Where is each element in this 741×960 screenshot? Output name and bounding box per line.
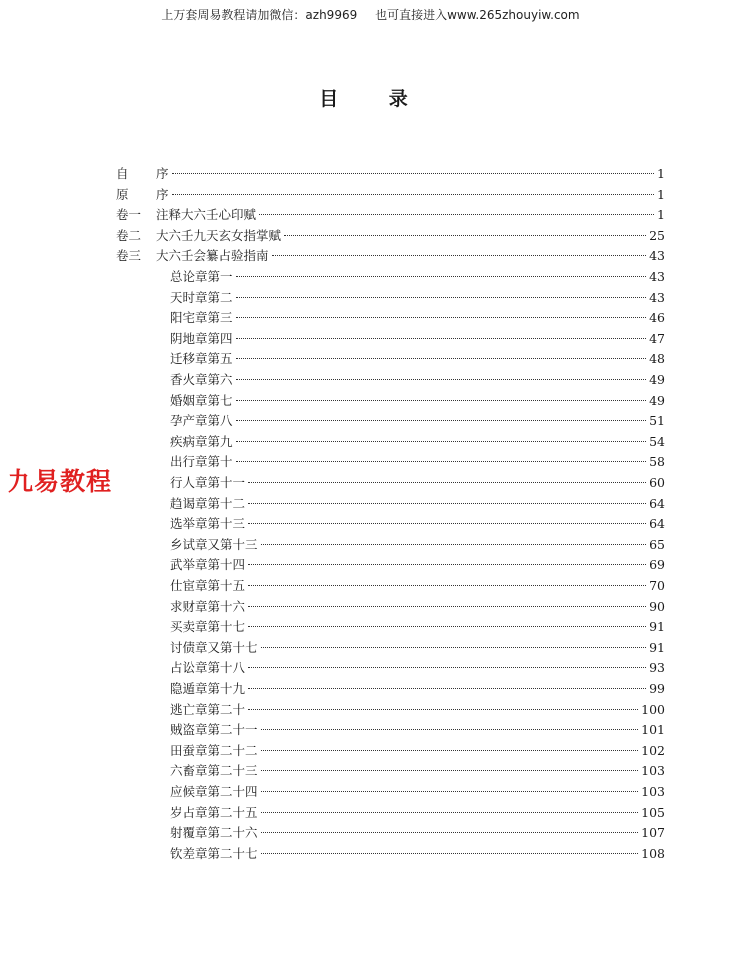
toc-subentry[interactable] [170, 432, 665, 452]
toc-entry-prefix: 自 [116, 166, 129, 181]
toc-entry-prefix: 卷二 [116, 227, 142, 243]
toc-subentry[interactable] [170, 391, 665, 411]
toc-leader-dots [261, 728, 639, 730]
toc-subentry-page: 43 [649, 269, 665, 284]
toc-subentry[interactable] [170, 308, 665, 328]
toc-entry[interactable] [116, 246, 665, 266]
toc-leader-dots [236, 440, 647, 442]
toc-leader-dots [261, 831, 639, 833]
toc-subentry-label: 选举章第十三 [170, 516, 246, 532]
toc-subentry-label: 武举章第十四 [170, 557, 246, 573]
toc-subentry-label: 总论章第一 [170, 269, 233, 284]
toc-entry-label: 序 [156, 166, 169, 181]
toc-leader-dots [248, 502, 646, 504]
toc-subentry-label: 孕产章第八 [170, 413, 233, 429]
toc-subentry[interactable] [170, 803, 665, 823]
toc-leader-dots [261, 749, 639, 751]
toc-entry-label: 大六壬会纂占验指南 [156, 248, 269, 264]
toc-leader-dots [248, 708, 638, 710]
toc-subentry-label: 岁占章第二十五 [170, 804, 258, 820]
toc-entry-page: 1 [657, 186, 665, 202]
toc-leader-dots [248, 605, 646, 607]
toc-subentry-page: 69 [649, 557, 665, 573]
toc-leader-dots [236, 316, 647, 318]
page-title: 目 录 [319, 88, 430, 110]
toc-subentry-label: 买卖章第十七 [170, 619, 246, 635]
toc-subentry-label: 占讼章第十八 [170, 660, 246, 676]
toc-subentry-page: 64 [649, 516, 665, 532]
toc-subentry-label: 迁移章第五 [170, 351, 233, 367]
toc-subentry-label: 出行章第十 [170, 454, 233, 470]
toc-subentry-page: 90 [649, 598, 665, 614]
toc-subentry-label: 射覆章第二十六 [170, 825, 258, 841]
toc-subentry-label: 六畜章第二十三 [170, 763, 258, 779]
toc-subentry-page: 91 [649, 639, 665, 655]
toc-subentry-page: 65 [649, 536, 665, 552]
toc-leader-dots [236, 275, 647, 277]
toc-leader-dots [248, 625, 646, 627]
toc-subentry[interactable] [170, 473, 665, 493]
toc-subentry-label: 钦差章第二十七 [170, 845, 258, 861]
toc-leader-dots [236, 460, 647, 462]
toc-subentry-label: 应候章第二十四 [170, 784, 258, 799]
toc-leader-dots [261, 790, 639, 792]
toc-subentry[interactable] [170, 638, 665, 658]
toc-entry[interactable] [116, 164, 665, 184]
toc-subentry[interactable] [170, 679, 665, 699]
toc-entry-page: 25 [649, 227, 665, 243]
toc-subentry-label: 仕宦章第十五 [170, 578, 246, 593]
toc-subentry-label: 逃亡章第二十 [170, 701, 246, 717]
toc-subentry-page: 103 [641, 763, 665, 779]
toc-subentry[interactable] [170, 370, 665, 390]
toc-subentry[interactable] [170, 494, 665, 514]
toc-leader-dots [236, 357, 647, 359]
toc-subentry[interactable] [170, 844, 665, 864]
toc-subentry-page: 48 [649, 351, 665, 367]
toc-subentry-label: 香火章第六 [170, 372, 233, 387]
toc-subentry-label: 贼盗章第二十一 [170, 722, 258, 738]
toc-leader-dots [261, 769, 639, 771]
toc-subentry-page: 49 [649, 372, 665, 387]
toc-subentry[interactable] [170, 823, 665, 843]
toc-leader-dots [236, 399, 647, 401]
toc-entry-page: 1 [657, 207, 665, 223]
toc-subentry[interactable] [170, 761, 665, 781]
toc-leader-dots [236, 337, 647, 339]
toc-subentry-page: 99 [649, 681, 665, 696]
toc-subentry[interactable] [170, 267, 665, 287]
toc-entry[interactable] [116, 205, 665, 225]
toc-subentry-label: 乡试章又第十三 [170, 536, 258, 552]
toc-subentry-page: 46 [649, 310, 665, 326]
toc-entry-label: 注释大六壬心印赋 [156, 207, 257, 223]
toc-leader-dots [248, 584, 646, 586]
toc-subentry[interactable] [170, 576, 665, 596]
toc-subentry-page: 93 [649, 660, 665, 676]
toc-leader-dots [248, 481, 646, 483]
toc-leader-dots [284, 234, 646, 236]
toc-subentry[interactable] [170, 782, 665, 802]
toc-entry-prefix: 卷一 [116, 207, 142, 223]
toc-leader-dots [261, 811, 639, 813]
toc-subentry[interactable] [170, 555, 665, 575]
toc-entry-label: 序 [156, 186, 169, 202]
toc-subentry-label: 行人章第十一 [170, 475, 246, 490]
header-site-text: 也可直接进入www.265zhouyiw.com [375, 8, 580, 22]
toc-subentry-label: 求财章第十六 [170, 598, 246, 614]
toc-leader-dots [172, 193, 655, 195]
toc-subentry-page: 54 [649, 433, 665, 449]
toc-subentry[interactable] [170, 535, 665, 555]
toc-subentry-label: 阴地章第四 [170, 330, 233, 346]
toc-leader-dots [261, 852, 639, 854]
toc-subentry-page: 107 [641, 825, 665, 841]
toc-subentry-page: 60 [649, 475, 665, 490]
toc-leader-dots [261, 543, 647, 545]
toc-subentry-page: 51 [649, 413, 665, 429]
toc-subentry-page: 105 [641, 804, 665, 820]
toc-subentry[interactable] [170, 617, 665, 637]
toc-subentry-page: 100 [641, 701, 665, 717]
page-header [0, 6, 741, 23]
toc-subentry[interactable] [170, 700, 665, 720]
toc-entry-prefix: 卷三 [116, 248, 142, 264]
toc-entry[interactable] [116, 185, 665, 205]
toc-subentry-page: 91 [649, 619, 665, 635]
toc-entry-page: 43 [649, 248, 665, 264]
toc-entry-label: 大六壬九天玄女指掌赋 [156, 227, 282, 243]
toc-subentry[interactable] [170, 514, 665, 534]
toc-subentry-page: 70 [649, 578, 665, 593]
toc-entry-prefix: 原 [116, 186, 129, 202]
toc-leader-dots [236, 378, 647, 380]
toc-entry-page: 1 [657, 166, 665, 181]
toc-leader-dots [259, 213, 654, 215]
toc-subentry-page: 58 [649, 454, 665, 470]
toc-subentry-page: 47 [649, 330, 665, 346]
toc-subentry-label: 天时章第二 [170, 289, 233, 305]
toc-subentry-page: 49 [649, 392, 665, 408]
toc-entry[interactable] [116, 226, 665, 246]
toc-subentry-label: 隐遁章第十九 [170, 681, 246, 696]
toc-subentry[interactable] [170, 741, 665, 761]
toc-subentry[interactable] [170, 597, 665, 617]
toc-subentry-page: 64 [649, 495, 665, 511]
toc-leader-dots [261, 646, 647, 648]
toc-subentry-label: 田蚕章第二十二 [170, 742, 258, 758]
toc-leader-dots [236, 296, 647, 298]
toc-subentry-label: 趋谒章第十二 [170, 495, 246, 511]
toc-leader-dots [272, 254, 647, 256]
toc-subentry-label: 疾病章第九 [170, 433, 233, 449]
toc-subentry-page: 102 [641, 742, 665, 758]
toc-leader-dots [248, 563, 646, 565]
toc-leader-dots [236, 419, 647, 421]
toc-leader-dots [248, 687, 646, 689]
toc-subentry-page: 101 [641, 722, 665, 738]
toc-subentry[interactable] [170, 452, 665, 472]
toc-subentry[interactable] [170, 329, 665, 349]
toc-leader-dots [248, 666, 646, 668]
toc-leader-dots [172, 172, 655, 174]
toc-leader-dots [248, 522, 646, 524]
header-wechat-text: 上万套周易教程请加微信：azh9969 [161, 8, 358, 22]
toc-subentry-page: 43 [649, 289, 665, 305]
toc-subentry-page: 108 [641, 845, 665, 861]
watermark-logo: 九易教程 [8, 467, 113, 496]
toc-subentry[interactable] [170, 411, 665, 431]
toc-subentry-page: 103 [641, 784, 665, 799]
toc-subentry-label: 讨债章又第十七 [170, 639, 258, 655]
toc-subentry[interactable] [170, 658, 665, 678]
toc-subentry[interactable] [170, 349, 665, 369]
toc-subentry[interactable] [170, 720, 665, 740]
toc-subentry-label: 阳宅章第三 [170, 310, 233, 326]
toc-subentry-label: 婚姻章第七 [170, 392, 233, 408]
toc-subentry[interactable] [170, 288, 665, 308]
